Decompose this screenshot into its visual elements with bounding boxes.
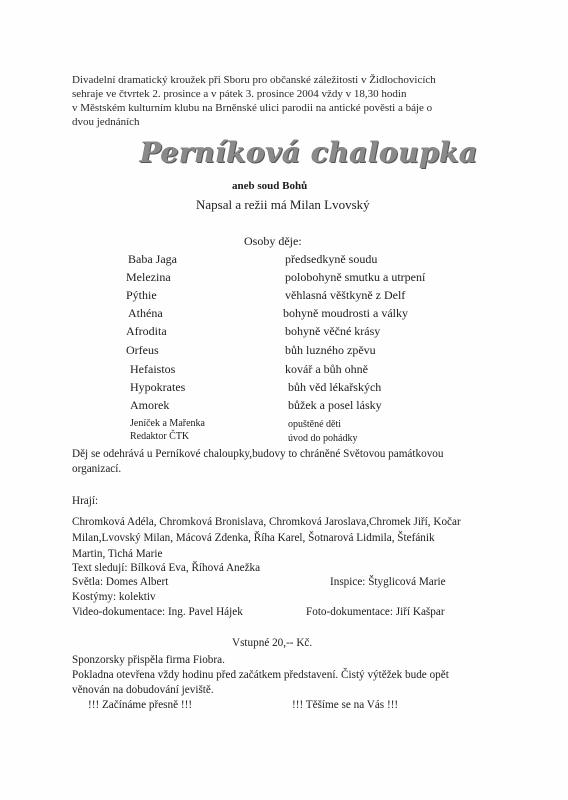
intro-line: dvou jednáních [72,116,140,128]
slogan-left: !!! Začínáme přesně !!! [88,699,193,711]
play-subtitle: aneb soud Bohů [232,180,308,192]
setting-line: Děj se odehrává u Perníkové chaloupky,budovy to chráněné Světovou památkovou [72,448,444,460]
cast-name: Athéna [128,306,163,320]
cast-name: Jeníček a Mařenka [130,418,205,429]
footer-line: věnován na dobudování jeviště. [72,684,214,696]
cast-role: úvod do pohádky [288,433,358,444]
cast-role: bůžek a posel lásky [288,398,382,412]
author-line: Napsal a režii má Milan Lvovský [196,197,370,212]
footer-line: Pokladna otevřena vždy hodinu před začátkem představení. Čistý výtěžek bude opět [72,669,449,681]
cast-role: bůh luzného zpěvu [285,343,376,357]
credit-video: Video-dokumentace: Ing. Pavel Hájek [72,606,243,618]
play-title: Perníková chaloupka [140,136,478,169]
intro-paragraph [72,73,532,129]
cast-name: Pýthie [126,288,157,302]
cast-role: bůh věd lékařských [288,380,382,394]
players-list [72,514,461,562]
intro-line: sehraje ve čtvrtek 2. prosince a v pátek 3. prosince 2004 vždy v 18,30 hodin [72,88,407,100]
cast-role: bohyně moudrosti a války [283,306,408,320]
cast-role: věhlasná věštkyně z Delf [285,288,406,302]
intro-line: v Městském kulturním klubu na Brněnské ulici parodii na antické pověsti a báje o [72,102,433,114]
credit-inspice: Inspice: Štyglicová Marie [330,576,446,588]
players-line: Martin, Tichá Marie [72,548,163,560]
footer-paragraph [72,653,449,698]
cast-name: Afrodita [126,324,167,338]
cast-name: Hypokrates [130,380,186,394]
cast-role: opuštěné děti [288,419,342,430]
cast-name: Orfeus [126,343,159,357]
cast-role: bohyně věčné krásy [285,324,381,338]
admission-price: Vstupné 20,-- Kč. [232,637,313,649]
cast-role: polobohyně smutku a utrpení [285,270,426,284]
players-line: Milan,Lvovský Milan, Mácová Zdenka, Říha Karel, Šotnarová Lidmila, Štefánik [72,532,435,544]
intro-line: Divadelní dramatický kroužek při Sboru pro občanské záležitosti v Židlochovicích [72,74,436,86]
players-line: Chromková Adéla, Chromková Bronislava, Chromková Jaroslava,Chromek Jiří, Kočar [72,516,461,528]
cast-name: Hefaistos [130,362,176,376]
credit-photo: Foto-dokumentace: Jiří Kašpar [306,606,445,618]
footer-line: Sponzorsky přispěla firma Fiobra. [72,654,225,666]
players-heading: Hrají: [72,495,99,507]
credit-costumes: Kostýmy: kolektiv [72,591,156,603]
cast-name: Amorek [130,398,170,412]
slogan-right: !!! Těšíme se na Vás !!! [292,699,399,711]
cast-name: Redaktor ČTK [130,431,190,442]
cast-name: Melezina [126,270,171,284]
cast-role: kovář a bůh ohně [285,362,368,376]
setting-paragraph [72,447,443,477]
credit-text: Text sledují: Bílková Eva, Říhová Anežka [72,562,261,574]
cast-role: předsedkyně soudu [285,252,378,266]
cast-name: Baba Jaga [128,252,177,266]
credit-light: Světla: Domes Albert [72,576,169,588]
setting-line: organizací. [72,463,122,475]
cast-heading: Osoby děje: [244,234,302,248]
